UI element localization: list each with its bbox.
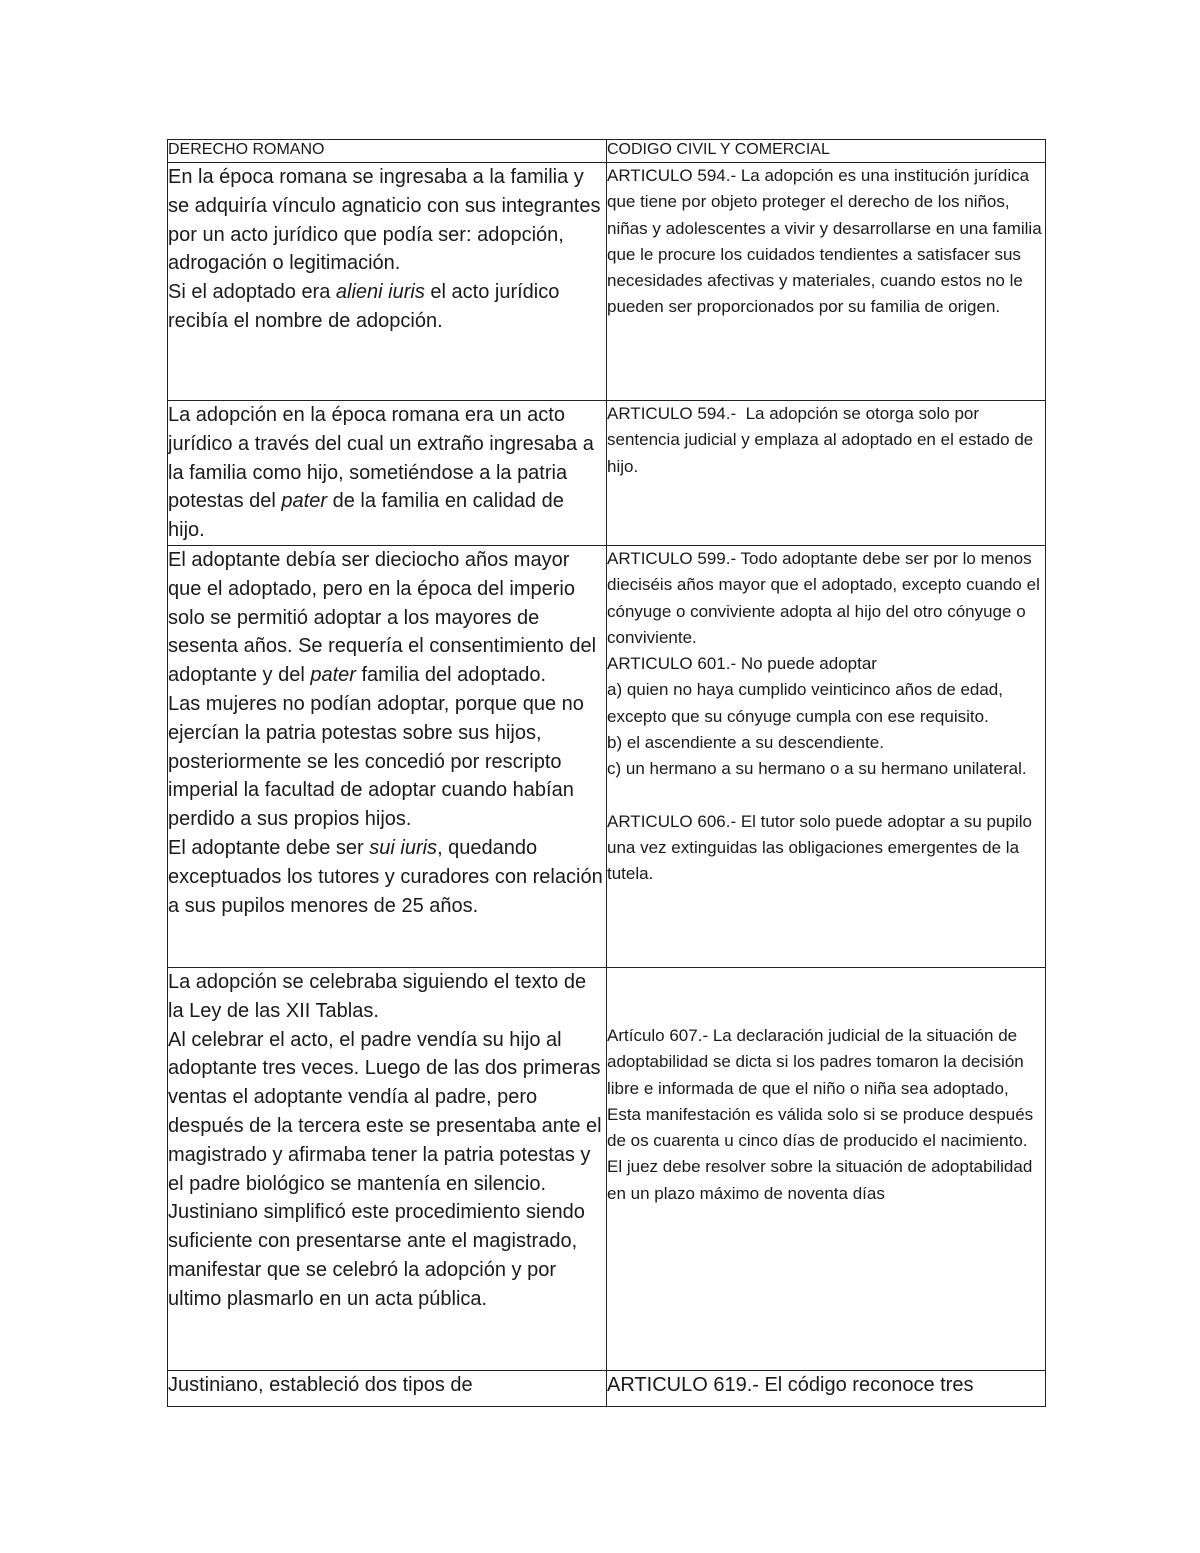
- text-span: Si el adoptado era: [168, 281, 336, 304]
- roman-law-cell: [168, 545, 607, 967]
- roman-law-cell: [168, 401, 607, 546]
- italic-term: pater: [281, 490, 328, 513]
- text-span: El adoptante debe ser: [168, 836, 370, 859]
- paragraph: Justiniano, estableció dos tipos de: [168, 1373, 473, 1396]
- civil-code-cell: [607, 967, 1046, 1370]
- paragraph: [168, 546, 606, 690]
- table-row: [168, 967, 1046, 1370]
- article-paragraph: ARTICULO 606.- El tutor solo puede adoptar a su pupilo una vez extinguidas las obligaciones emergentes de la tutela.: [607, 811, 1037, 884]
- article-item: c) un hermano a su hermano o a su hermano unilateral.: [607, 759, 1027, 779]
- paragraph: La adopción se celebraba siguiendo el texto de la Ley de las XII Tablas.: [168, 970, 592, 1022]
- table-header-row: [168, 140, 1046, 163]
- paragraph: Justiniano simplificó este procedimiento siendo suficiente con presentarse ante el magistrado, manifestar que se celebró la adopción y por ultimo plasmarlo en un acta pública.: [168, 1201, 591, 1310]
- table-row: [168, 545, 1046, 967]
- article-paragraph: ARTICULO 594.- La adopción se otorga solo por sentencia judicial y emplaza al adoptado en el estado de hijo.: [607, 404, 1038, 476]
- civil-code-cell: [607, 1370, 1046, 1406]
- paragraph: [168, 278, 606, 336]
- roman-law-cell: [168, 163, 607, 401]
- article-paragraph: Artículo 607.- La declaración judicial de la situación de adoptabilidad se dicta si los padres tomaron la decisión libre e informada de que el niño o niña sea adoptado, Esta manifestación es válida solo si se produce después de os cuarenta u cinco días de producido el nacimiento. El juez debe resolver sobre la situación de adoptabilidad en un plazo máximo de noventa días: [607, 1025, 1038, 1203]
- table-row: [168, 1370, 1046, 1406]
- article-item: a) quien no haya cumplido veinticinco años de edad, excepto que su cónyuge cumpla con ese requisito.: [607, 680, 1008, 726]
- text-span: familia del adoptado.: [355, 664, 547, 687]
- civil-code-cell: [607, 163, 1046, 401]
- paragraph-gap: [607, 783, 1045, 809]
- article-paragraph: ARTICULO 594.- La adopción es una institución jurídica que tiene por objeto proteger el derecho de los niños, niñas y adolescentes a vivir y desarrollarse en una familia que le procure los cuidados tendientes a satisfacer sus necesidades afectivas y materiales, cuando estos no le pueden ser proporcionados por su familia de origen.: [607, 166, 1047, 317]
- paragraph: [168, 401, 606, 545]
- text-span: de la familia en calidad de hijo.: [168, 490, 570, 542]
- italic-term: sui iuris: [369, 836, 438, 859]
- paragraph: [168, 834, 609, 920]
- table-row: [168, 401, 1046, 546]
- article-paragraph: ARTICULO 619.- El código reconoce tres: [607, 1373, 974, 1396]
- paragraph: Al celebrar el acto, el padre vendía su hijo al adoptante tres veces. Luego de las dos primeras ventas el adoptante vendía al padre, pero después de la tercera este se presentaba ante el magistrado y afirmaba tener la patria potestas y el padre biológico se mantenía en silencio.: [168, 1028, 608, 1195]
- header-codigo-civil: CODIGO CIVIL Y COMERCIAL: [607, 140, 1046, 163]
- text-span: El adoptante debía ser dieciocho años mayor que el adoptado, pero en la época del imperio solo se permitió adoptar a los mayores de sesenta años. Se requería el consentimiento del adoptante y del: [168, 548, 602, 687]
- article-paragraph: ARTICULO 601.- No puede adoptar: [607, 654, 877, 674]
- table-row: [168, 163, 1046, 401]
- text-span: En la época romana se ingresaba a la familia y se adquiría vínculo agnaticio con sus integrantes por un acto jurídico que podía ser: adopción, adrogación o legitimación.: [168, 166, 607, 275]
- comparison-table: [167, 139, 1046, 1407]
- civil-code-cell: [607, 401, 1046, 546]
- text-span: La adopción en la época romana era un acto jurídico a través del cual un extraño ingresaba a la familia como hijo, sometiéndose a la patria potestas del: [168, 404, 600, 513]
- paragraph: Las mujeres no podían adoptar, porque que no ejercían la patria potestas sobre sus hijos, posteriormente se les concedió por rescripto imperial la facultad de adoptar cuando habían perdido a sus propios hijos.: [168, 692, 590, 831]
- header-derecho-romano: DERECHO ROMANO: [168, 140, 607, 163]
- civil-code-cell: [607, 545, 1046, 967]
- roman-law-cell: [168, 1370, 607, 1406]
- paragraph: [168, 163, 606, 278]
- article-paragraph: ARTICULO 599.- Todo adoptante debe ser por lo menos dieciséis años mayor que el adoptado, excepto cuando el cónyuge o conviviente adopta al hijo del otro cónyuge o conviviente.: [607, 548, 1045, 647]
- text-span: , quedando exceptuados los tutores y curadores con relación a sus pupilos menores de 25 años.: [168, 836, 609, 917]
- italic-term: alieni iuris: [335, 281, 425, 304]
- article-item: b) el ascendiente a su descendiente.: [607, 733, 884, 753]
- text-span: el acto jurídico recibía el nombre de adopción.: [168, 281, 565, 332]
- roman-law-cell: [168, 967, 607, 1370]
- italic-term: pater: [310, 664, 356, 687]
